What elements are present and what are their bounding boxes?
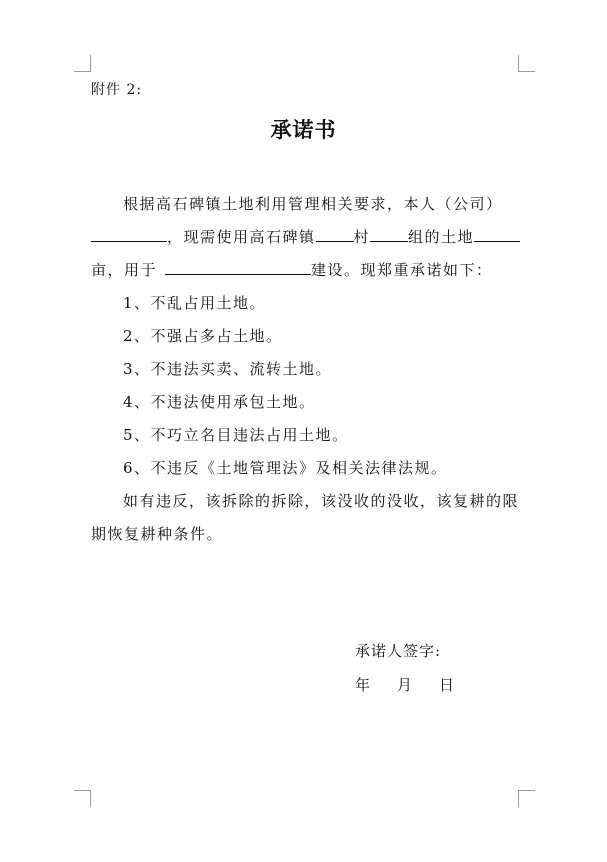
intro-text-4: 组的土地 xyxy=(408,228,475,246)
promise-item-1: 1、不乱占用土地。 xyxy=(123,294,267,312)
blank-company-name[interactable] xyxy=(91,226,167,242)
blank-area-mu[interactable] xyxy=(474,226,520,242)
page-corner-mark-bottom-right xyxy=(518,790,535,807)
promise-item-3: 3、不违法买卖、流转土地。 xyxy=(123,360,333,378)
signature-block xyxy=(355,634,455,702)
blank-village[interactable] xyxy=(316,226,354,242)
promise-item-4: 4、不违法使用承包土地。 xyxy=(123,393,316,411)
page-corner-mark-top-right xyxy=(518,55,535,72)
promise-item-5: 5、不巧立名目违法占用土地。 xyxy=(123,426,349,444)
document-body xyxy=(91,188,523,551)
blank-usage[interactable] xyxy=(165,259,311,275)
promise-item-6: 6、不违反《土地管理法》及相关法律法规。 xyxy=(123,459,448,477)
page-corner-mark-bottom-left xyxy=(74,790,91,807)
date-year: 年 xyxy=(355,676,372,694)
intro-text-2: ，现需使用高石碑镇 xyxy=(167,228,316,246)
signature-label: 承诺人签字: xyxy=(355,642,442,660)
promise-item-2: 2、不强占多占土地。 xyxy=(123,327,283,345)
intro-text-3: 村 xyxy=(353,228,371,246)
intro-text-5: 亩，用于 xyxy=(91,261,158,279)
blank-group[interactable] xyxy=(370,226,408,242)
page-corner-mark-top-left xyxy=(74,55,91,72)
closing-paragraph: 如有违反，该拆除的拆除，该没收的没收，该复耕的限期恢复耕种条件。 xyxy=(91,492,520,543)
intro-paragraph xyxy=(91,188,523,287)
date-month: 月 xyxy=(397,676,414,694)
document-title: 承诺书 xyxy=(270,117,337,142)
intro-text-6: 建设。现郑重承诺如下： xyxy=(311,261,493,279)
signature-date xyxy=(355,668,455,702)
intro-text-1: 根据高石碑镇土地利用管理相关要求，本人（公司） xyxy=(123,195,503,213)
attachment-label: 附件 2: xyxy=(91,82,143,98)
date-day: 日 xyxy=(439,676,456,694)
